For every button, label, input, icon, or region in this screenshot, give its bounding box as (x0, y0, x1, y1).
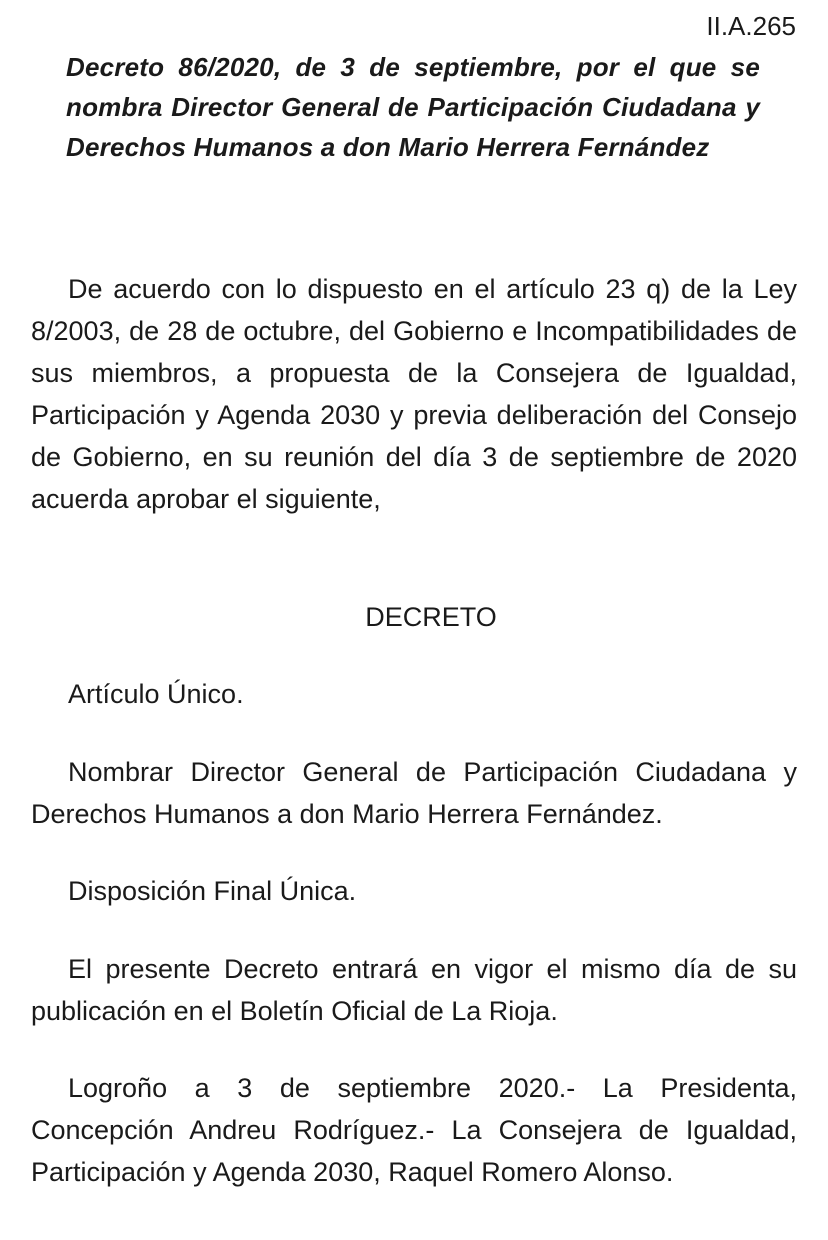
article-paragraph: Nombrar Director General de Participación Ciudadana y Derechos Humanos a don Mario Herrera Fernández. (31, 757, 797, 829)
decree-heading: DECRETO (365, 602, 497, 632)
article-heading: Artículo Único. (68, 679, 244, 709)
document-reference: II.A.265 (706, 11, 796, 41)
final-provision-paragraph: El presente Decreto entrará en vigor el mismo día de su publicación en el Boletín Oficial de La Rioja. (31, 954, 797, 1026)
final-provision-heading: Disposición Final Única. (68, 876, 357, 906)
signature-paragraph: Logroño a 3 de septiembre 2020.- La Presidenta, Concepción Andreu Rodríguez.- La Consejera de Igualdad, Participación y Agenda 2030, Raquel Romero Alonso. (31, 1073, 797, 1187)
preamble-paragraph: De acuerdo con lo dispuesto en el artículo 23 q) de la Ley 8/2003, de 28 de octubre, del Gobierno e Incompatibilidades de sus miembros, a propuesta de la Consejera de Igualdad, Participación y Agenda 2030 y previa deliberación del Consejo de Gobierno, en su reunión del día 3 de septiembre de 2020 acuerda aprobar el siguiente, (31, 274, 797, 514)
decree-title: Decreto 86/2020, de 3 de septiembre, por el que se nombra Director General de Participación Ciudadana y Derechos Humanos a don Mario Herrera Fernández (66, 52, 760, 162)
